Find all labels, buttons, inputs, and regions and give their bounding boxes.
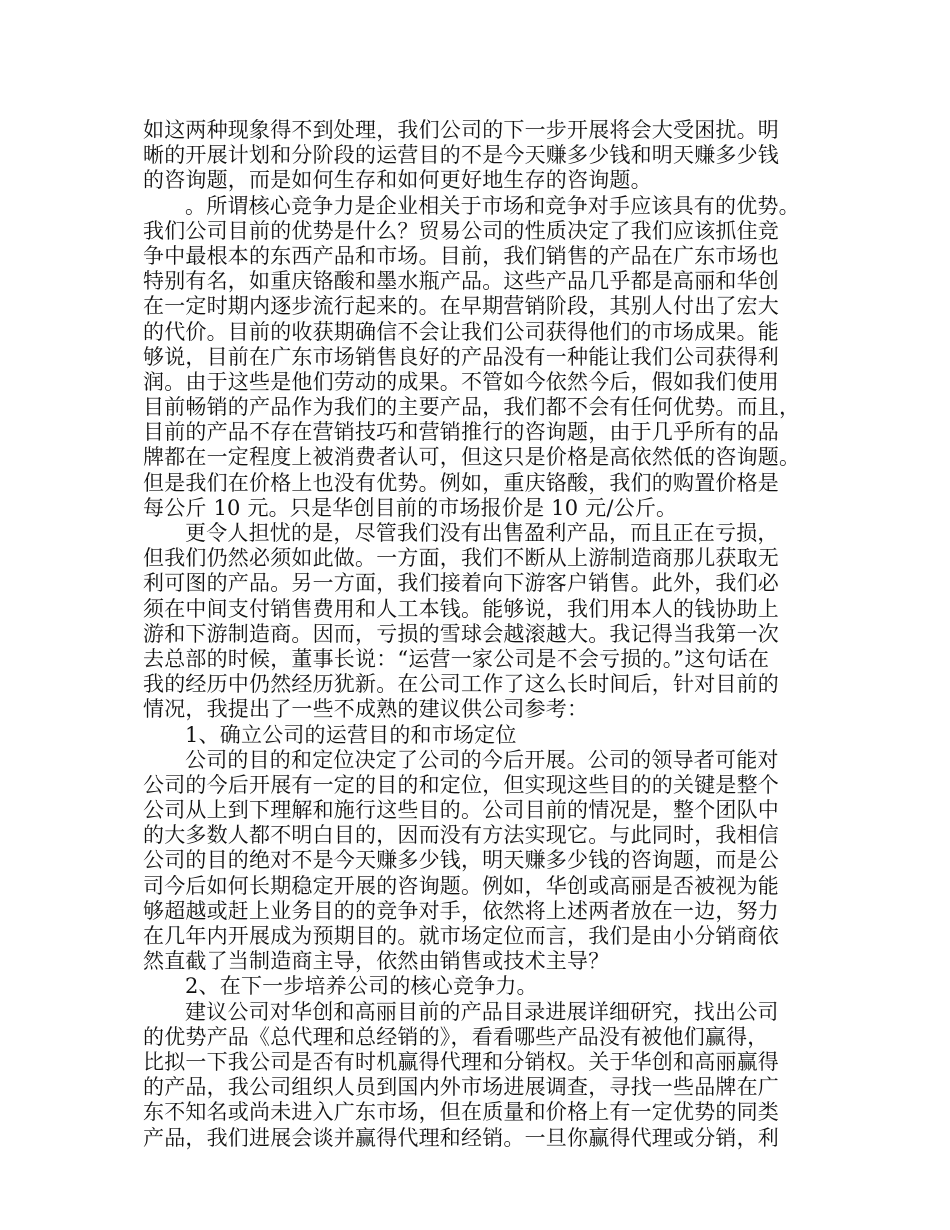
text-line: 建议公司对华创和高丽目前的产品目录进展详细研究，找出公司 bbox=[185, 999, 779, 1024]
text-line: 利可图的产品。另一方面，我们接着向下游客户销售。此外，我们必 bbox=[143, 571, 779, 596]
text-line: 去总部的时候，董事长说：“运营一家公司是不会亏损的。”这句话在 bbox=[143, 646, 770, 671]
text-line: 够说，目前在广东市场销售良好的产品没有一种能让我们公司获得利 bbox=[143, 344, 779, 369]
text-line: 游和下游制造商。因而，亏损的雪球会越滚越大。我记得当我第一次 bbox=[143, 621, 779, 646]
text-line: 我们公司目前的优势是什么？贸易公司的性质决定了我们应该抓住竞 bbox=[143, 218, 779, 243]
text-line: 公司从上到下理解和施行这些目的。公司目前的情况是，整个团队中 bbox=[143, 798, 779, 823]
text-line: 牌都在一定程度上被消费者认可，但这只是价格是高依然低的咨询题。 bbox=[143, 445, 801, 470]
text-line: 在一定时期内逐步流行起来的。在早期营销阶段，其别人付出了宏大 bbox=[143, 294, 779, 319]
text-line: 目前的产品不存在营销技巧和营销推行的咨询题，由于几乎所有的品 bbox=[143, 420, 779, 445]
text-line: 在几年内开展成为预期目的。就市场定位而言，我们是由小分销商依 bbox=[143, 924, 779, 948]
text-line: 如这两种现象得不到处理，我们公司的下一步开展将会大受困扰。明 bbox=[143, 118, 779, 142]
text-line: 够超越或赶上业务目的的竞争对手，依然将上述两者放在一边，努力 bbox=[143, 898, 779, 923]
text-line: 的咨询题，而是如何生存和如何更好地生存的咨询题。 bbox=[143, 168, 652, 193]
text-line: 的优势产品《总代理和总经销的》，看看哪些产品没有被他们赢得， bbox=[143, 1024, 769, 1049]
text-line: 但是我们在价格上也没有优势。例如，重庆铬酸，我们的购置价格是 bbox=[143, 470, 779, 495]
text-line: 特别有名，如重庆铬酸和墨水瓶产品。这些产品几乎都是高丽和华创 bbox=[143, 269, 779, 294]
text-line: 晰的开展计划和分阶段的运营目的不是今天赚多少钱和明天赚多少钱 bbox=[143, 143, 779, 168]
text-line: 争中最根本的东西产品和市场。目前，我们销售的产品在广东市场也 bbox=[143, 243, 779, 268]
text-line: 我的经历中仍然经历犹新。在公司工作了这么长时间后，针对目前的 bbox=[143, 672, 779, 697]
text-line: 公司的今后开展有一定的目的和定位，但实现这些目的的关键是整个 bbox=[143, 772, 779, 797]
text-line: 然直截了当制造商主导，依然由销售或技术主导？ bbox=[143, 949, 610, 974]
text-line: 司今后如何长期稳定开展的咨询题。例如，华创或高丽是否被视为能 bbox=[143, 873, 779, 898]
text-line: 公司的目的绝对不是今天赚多少钱，明天赚多少钱的咨询题，而是公 bbox=[143, 848, 779, 873]
text-line: 东不知名或尚未进入广东市场，但在质量和价格上有一定优势的同类 bbox=[143, 1100, 779, 1125]
section-heading: 2、在下一步培养公司的核心竞争力。 bbox=[185, 974, 538, 999]
text-line: 比拟一下我公司是否有时机赢得代理和分销权。关于华创和高丽赢得 bbox=[143, 1049, 779, 1074]
text-line: 但我们仍然必须如此做。一方面，我们不断从上游制造商那儿获取无 bbox=[143, 546, 779, 571]
text-line: 更令人担忧的是，尽管我们没有出售盈利产品，而且正在亏损， bbox=[185, 521, 779, 545]
text-line: 的代价。目前的收获期确信不会让我们公司获得他们的市场成果。能 bbox=[143, 319, 779, 344]
text-line: 的产品，我公司组织人员到国内外市场进展调查，寻找一些品牌在广 bbox=[143, 1075, 779, 1100]
text-line: 目前畅销的产品作为我们的主要产品，我们都不会有任何优势。而且， bbox=[143, 395, 801, 420]
text-line: 情况，我提出了一些不成熟的建议供公司参考： bbox=[143, 697, 589, 722]
text-line: 每公斤 10 元。只是华创目前的市场报价是 10 元/公斤。 bbox=[143, 495, 678, 520]
section-heading: 1、确立公司的运营目的和市场定位 bbox=[185, 722, 517, 747]
text-line: 润。由于这些是他们劳动的成果。不管如今依然今后，假如我们使用 bbox=[143, 369, 779, 394]
text-line: 的大多数人都不明白目的，因而没有方法实现它。与此同时，我相信 bbox=[143, 823, 779, 848]
text-line: 。所谓核心竞争力是企业相关于市场和竞争对手应该具有的优势。 bbox=[185, 193, 800, 218]
document-body bbox=[143, 118, 807, 1151]
text-line: 公司的目的和定位决定了公司的今后开展。公司的领导者可能对 bbox=[185, 747, 779, 772]
text-line: 须在中间支付销售费用和人工本钱。能够说，我们用本人的钱协助上 bbox=[143, 596, 779, 621]
text-line: 产品，我们进展会谈并赢得代理和经销。一旦你赢得代理或分销，利 bbox=[143, 1125, 779, 1150]
